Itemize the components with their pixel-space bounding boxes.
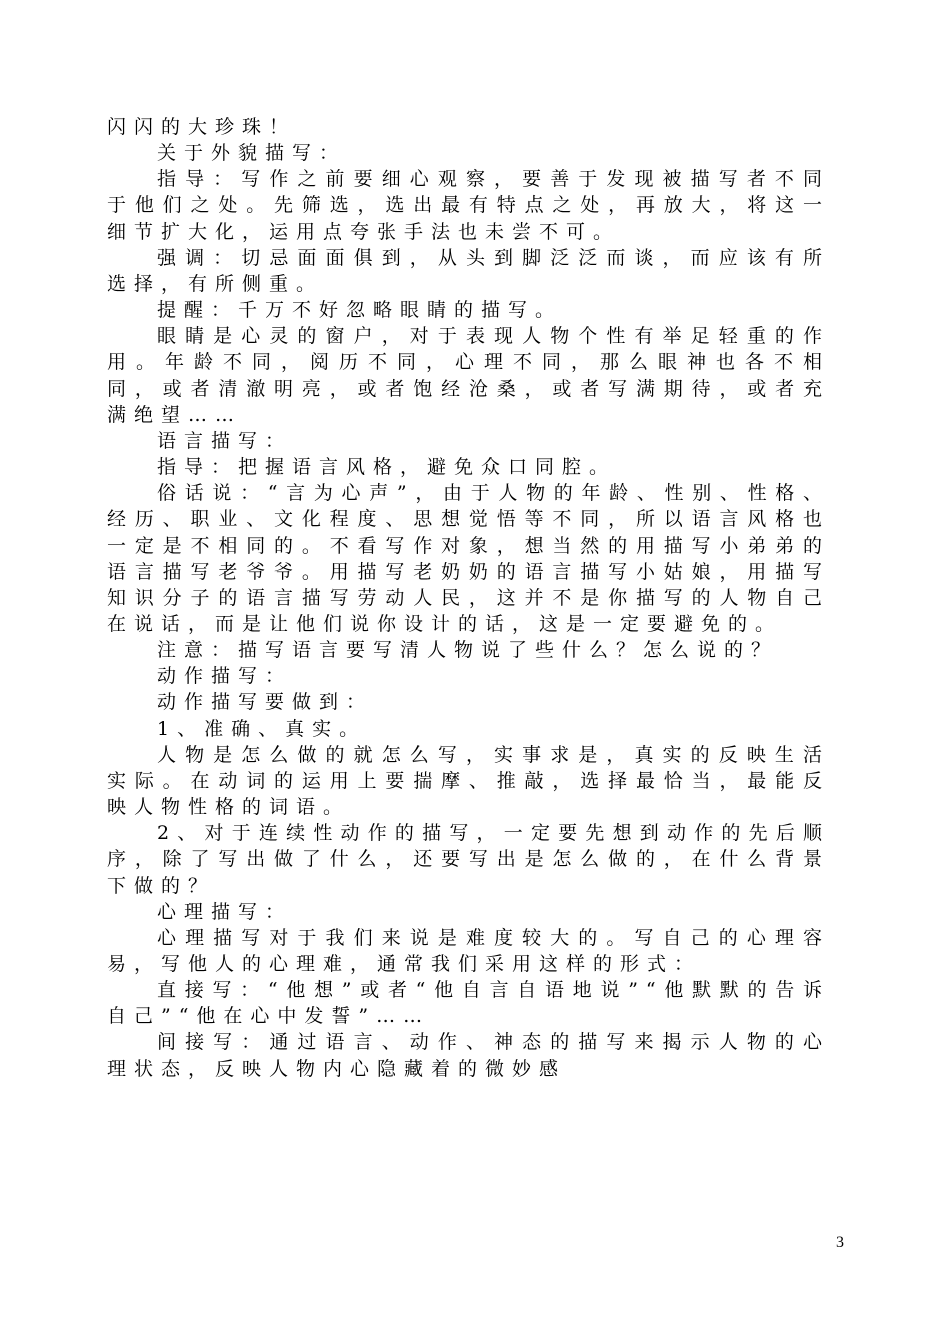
paragraph: 闪闪的大珍珠！ (107, 116, 297, 138)
paragraph: 间接写：通过语言、动作、神态的描写来揭示人物的心理状态，反映人物内心隐藏着的微妙感 (107, 1031, 830, 1080)
paragraph: 人物是怎么做的就怎么写，实事求是，真实的反映生活实际。在动词的运用上要揣摩、推敲，选择最恰当，最能反映人物性格的词语。 (107, 743, 830, 819)
paragraph: 俗话说：“言为心声”，由于人物的年龄、性别、性格、经历、职业、文化程度、思想觉悟等不同，所以语言风格也一定是不相同的。不看写作对象，想当然的用描写小弟弟的语言描写老爷爷。用描写老奶奶的语言描写小姑娘，用描写知识分子的语言描写劳动人民，这并不是你描写的人物自己在说话，而是让他们说你设计的话，这是一定要避免的。 (107, 482, 830, 635)
paragraph: 指导：把握语言风格，避免众口同腔。 (157, 456, 617, 479)
list-item: 1、准确、真实。 (157, 717, 367, 740)
paragraph: 动作描写要做到： (157, 691, 374, 714)
paragraph: 提醒：千万不好忽略眼睛的描写。 (157, 299, 563, 322)
paragraph: 心理描写对于我们来说是难度较大的。写自己的心理容易，写他人的心理难，通常我们采用这样的形式： (107, 926, 830, 975)
paragraph: 直接写：“他想”或者“他自言自语地说”“他默默的告诉自己”“他在心中发誓”…… (107, 979, 830, 1028)
section-heading-language: 语言描写： (157, 429, 293, 452)
document-body (107, 114, 830, 1082)
section-heading-psychology: 心理描写： (157, 900, 293, 923)
section-heading-appearance: 关于外貌描写： (157, 142, 347, 165)
list-item: 2、对于连续性动作的描写，一定要先想到动作的先后顺序，除了写出做了什么，还要写出是怎么做的，在什么背景下做的？ (107, 822, 830, 897)
page-number: 3 (836, 1234, 844, 1251)
section-heading-action: 动作描写： (157, 665, 293, 688)
paragraph: 注意：描写语言要写清人物说了些什么？怎么说的？ (157, 639, 779, 662)
paragraph: 指导：写作之前要细心观察，要善于发现被描写者不同于他们之处。先筛选，选出最有特点之处，再放大，将这一细节扩大化，运用点夸张手法也未尝不可。 (107, 168, 830, 243)
paragraph: 眼睛是心灵的窗户，对于表现人物个性有举足轻重的作用。年龄不同，阅历不同，心理不同，那么眼神也各不相同，或者清澈明亮，或者饱经沧桑，或者写满期待，或者充满绝望…… (107, 325, 830, 426)
paragraph: 强调：切忌面面俱到，从头到脚泛泛而谈，而应该有所选择，有所侧重。 (107, 246, 830, 295)
